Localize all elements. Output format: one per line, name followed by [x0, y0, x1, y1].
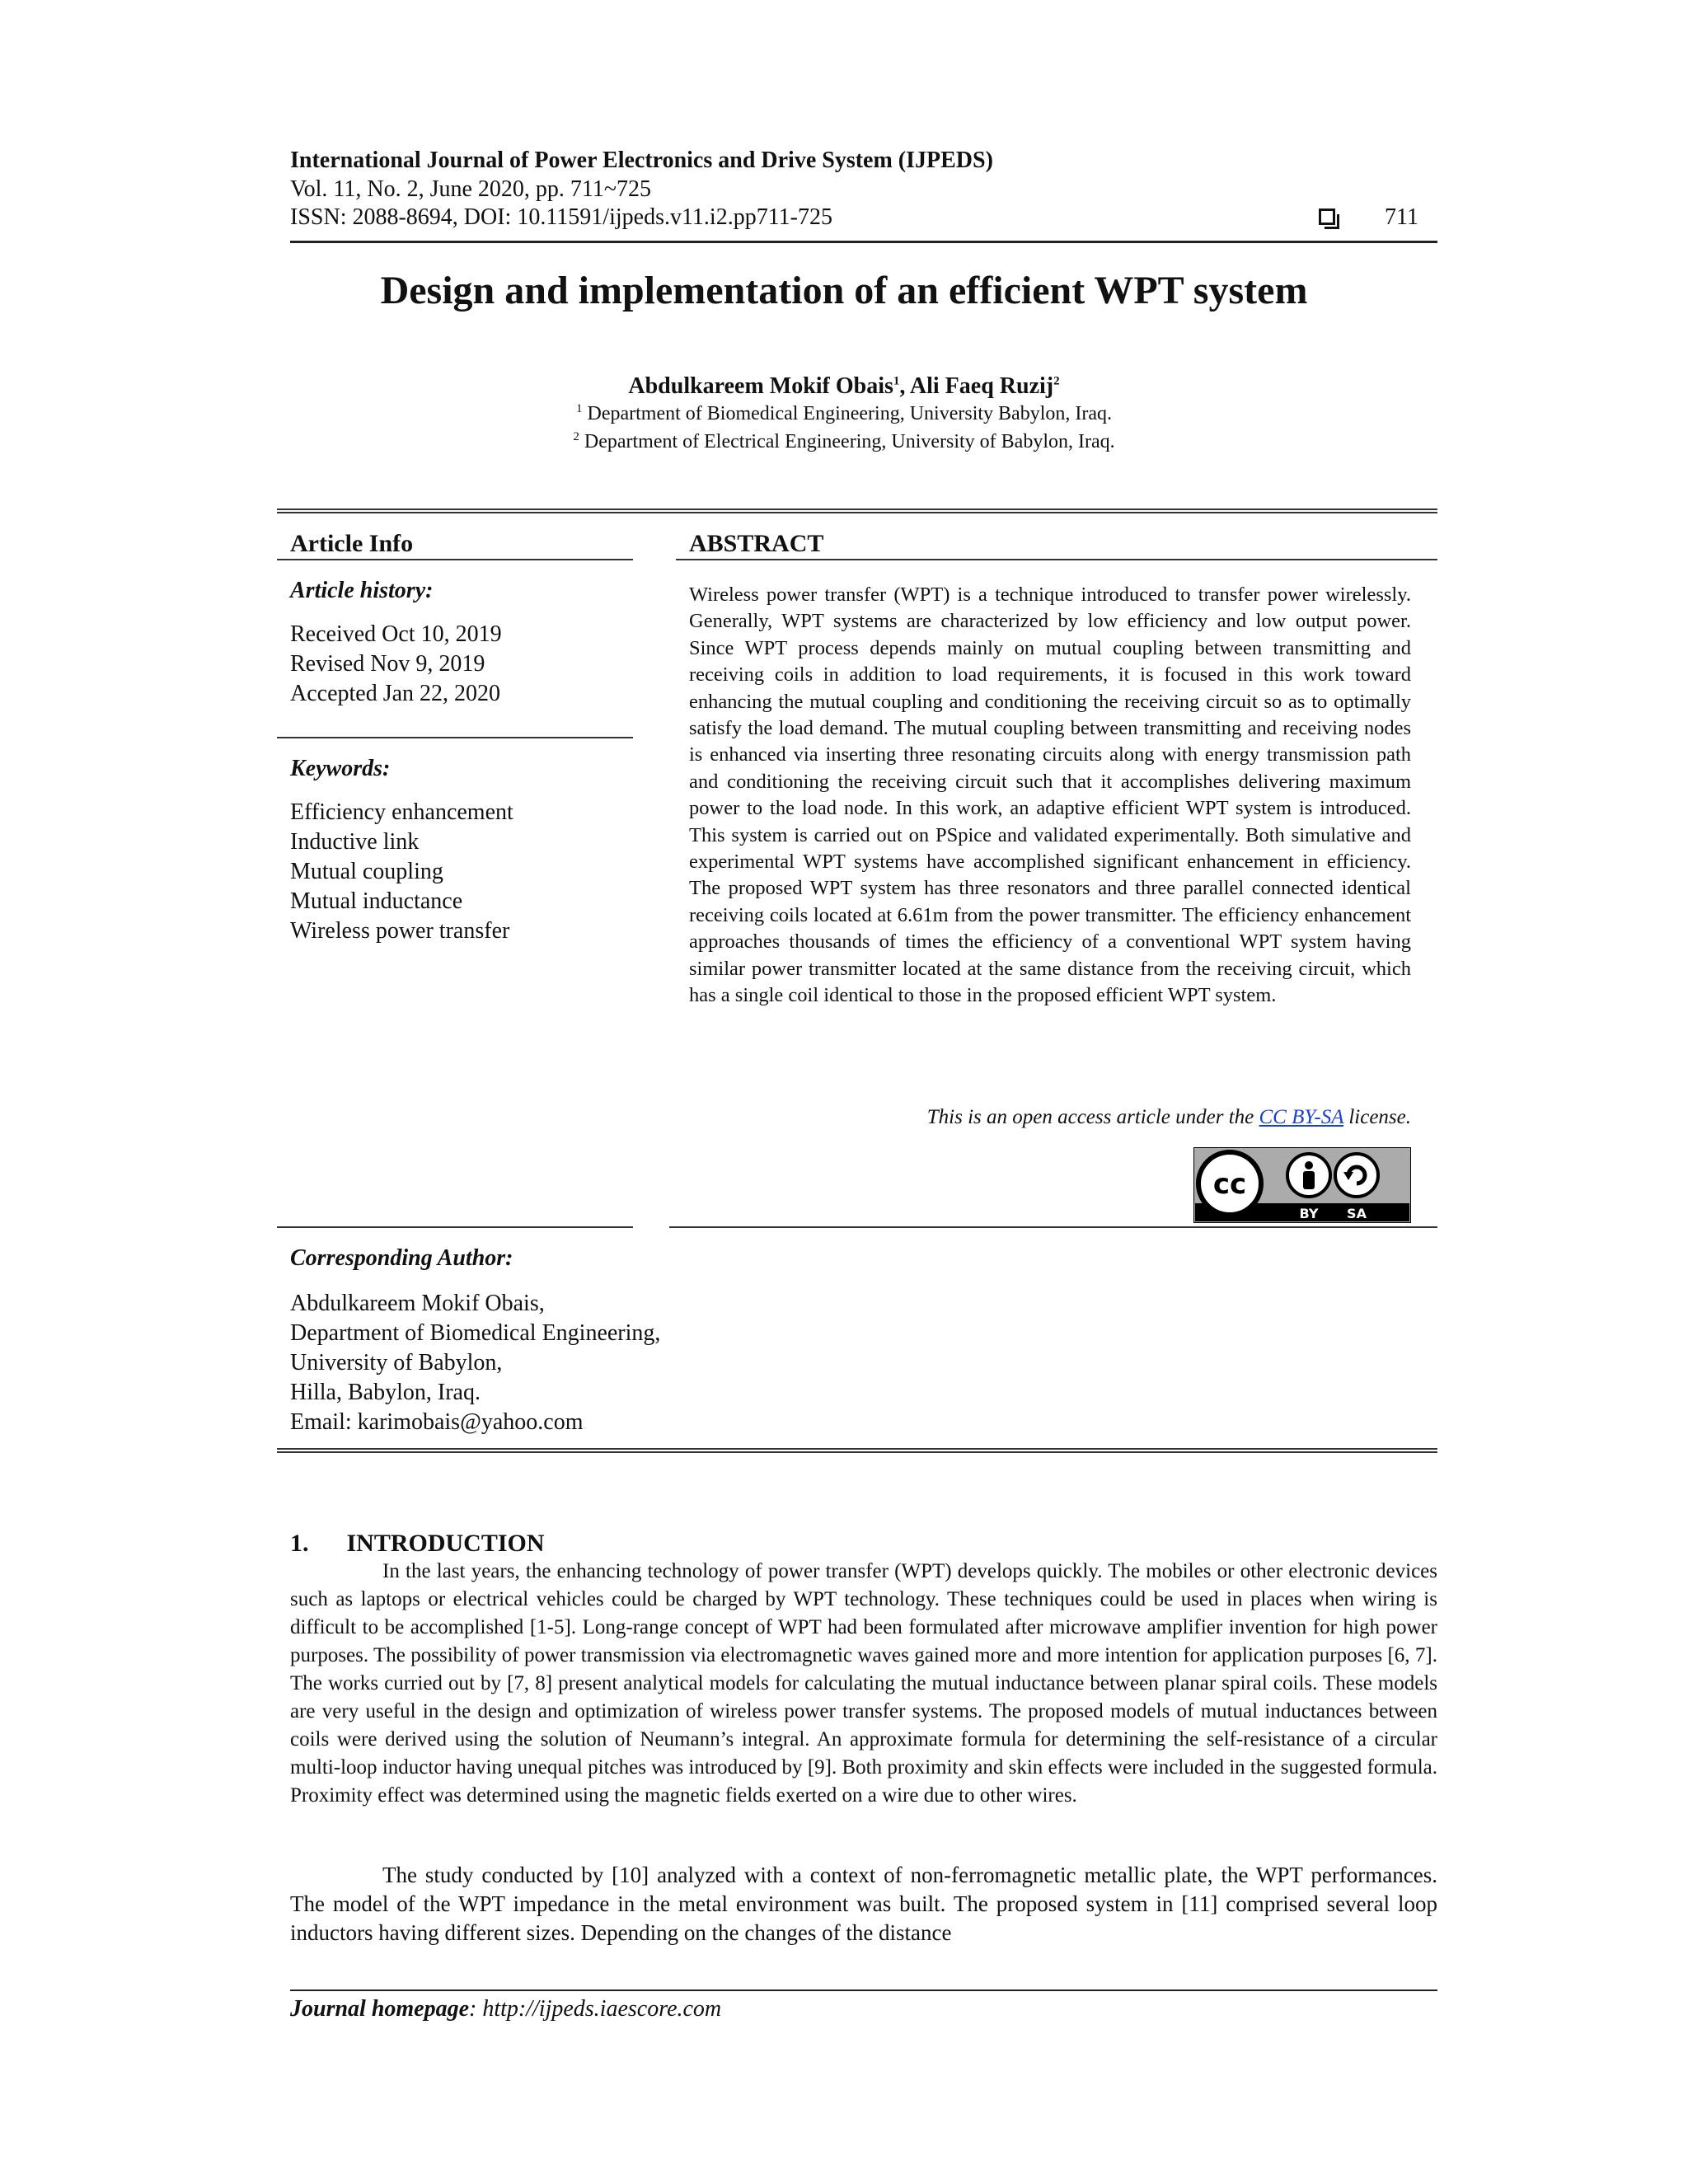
badge-sa-label: SA	[1347, 1206, 1367, 1221]
header-rule	[290, 241, 1437, 243]
svg-text:cc: cc	[1212, 1168, 1247, 1201]
affiliation-text: Department of Biomedical Engineering, University Babylon, Iraq.	[582, 403, 1112, 424]
license-suffix: license.	[1343, 1106, 1411, 1128]
intro-paragraph: In the last years, the enhancing technology of power transfer (WPT) develops quickly. The mobiles or other electronic devices such as laptops or electrical vehicles could be charged by WPT technology. These techniques could be used in places when wiring is difficult to be accomplished [1-5]. Long-range concept of WPT had been formulated after microwave amplifier invention for high power purposes. The possibility of power transmission via electromagnetic waves gained more and more intention for application purposes [6, 7]. The works curried out by [7, 8] present analytical models for calculating the mutual inductance between planar spiral coils. These models are very useful in the design and optimization of wireless power transfer systems. The proposed models of mutual inductances between coils were derived using the solution of Neumann’s integral. An approximate formula for determining the self-resistance of a circular multi-loop inductor having unequal pitches was introduced by [9]. Both proximity and skin effects were included in the suggested formula. Proximity effect was determined using the magnetic fields exerted on a wire due to other wires.	[290, 1560, 1437, 1807]
info-box-top-rule	[277, 509, 1437, 513]
footer-label: Journal homepage	[290, 1996, 470, 2022]
author-affiliation-mark: 2	[1053, 374, 1060, 388]
square-icon	[1319, 209, 1335, 225]
abstract-rule	[676, 559, 1437, 560]
keyword: Efficiency enhancement	[290, 799, 513, 825]
article-history	[290, 620, 502, 709]
badge-by-label: BY	[1299, 1206, 1319, 1221]
footer-rule	[290, 1990, 1437, 1991]
cc-icon	[1198, 1152, 1261, 1215]
keyword: Wireless power transfer	[290, 918, 510, 944]
keyword: Mutual inductance	[290, 888, 463, 914]
section-heading	[290, 1529, 545, 1558]
history-rule	[277, 737, 633, 738]
history-accepted: Accepted Jan 22, 2020	[290, 681, 501, 706]
abstract-bottom-rule	[669, 1226, 1437, 1228]
journal-homepage	[290, 1994, 721, 2024]
footer-url[interactable]: : http://ijpeds.iaescore.com	[469, 1996, 722, 2022]
affiliation-mark: 1	[576, 402, 583, 415]
keyword-list	[290, 798, 513, 946]
corresponding-university: University of Babylon,	[290, 1350, 503, 1376]
attribution-person-icon	[1287, 1154, 1330, 1197]
author-name: Abdulkareem Mokif Obais	[628, 373, 893, 399]
intro-paragraph: The study conducted by [10] analyzed with a context of non-ferromagnetic metallic plate, the WPT performances. The model of the WPT impedance in the metal environment was built. The proposed system in [11] comprised several loop inductors having different sizes. Depending on the changes of the distance	[290, 1863, 1437, 1945]
corresponding-author-details	[290, 1289, 660, 1437]
license-prefix: This is an open access article under the	[926, 1106, 1259, 1128]
history-revised: Revised Nov 9, 2019	[290, 651, 485, 677]
abstract-heading: ABSTRACT	[689, 530, 824, 557]
author-name: Ali Faeq Ruzij	[909, 373, 1054, 399]
paper-title: Design and implementation of an efficient WPT system	[380, 269, 1308, 312]
info-box-bottom-rule	[277, 1448, 1437, 1453]
author-list	[0, 373, 1688, 401]
history-received: Received Oct 10, 2019	[290, 621, 502, 647]
page-number: 711	[1385, 204, 1418, 230]
corresponding-location: Hilla, Babylon, Iraq.	[290, 1380, 481, 1405]
article-info-heading: Article Info	[290, 530, 414, 557]
license-statement	[689, 1104, 1411, 1131]
cc-by-sa-badge[interactable]	[1193, 1147, 1411, 1223]
section-number: 1.	[290, 1530, 309, 1557]
keyword: Mutual coupling	[290, 859, 443, 884]
affiliation-text: Department of Electrical Engineering, University of Babylon, Iraq.	[579, 431, 1115, 452]
affiliation	[0, 429, 1688, 455]
keyword: Inductive link	[290, 829, 420, 855]
affiliation	[0, 401, 1688, 427]
corresponding-email: Email: karimobais@yahoo.com	[290, 1409, 584, 1435]
article-info-rule	[277, 559, 633, 560]
volume-info: Vol. 11, No. 2, June 2020, pp. 711~725	[290, 176, 652, 202]
section-title: INTRODUCTION	[346, 1530, 545, 1557]
share-alike-icon	[1335, 1154, 1378, 1197]
corresponding-author-heading: Corresponding Author:	[290, 1245, 513, 1271]
info-bottom-rule	[277, 1226, 633, 1228]
keywords-heading: Keywords:	[290, 756, 391, 781]
issn-doi: ISSN: 2088-8694, DOI: 10.11591/ijpeds.v11.i2.pp711-725	[290, 204, 832, 230]
author-affiliation-mark: 1	[893, 374, 900, 388]
journal-name: International Journal of Power Electronics and Drive System (IJPEDS)	[290, 148, 993, 173]
author-separator: ,	[899, 373, 910, 399]
article-history-heading: Article history:	[290, 578, 434, 603]
corresponding-name: Abdulkareem Mokif Obais,	[290, 1291, 545, 1316]
corresponding-dept: Department of Biomedical Engineering,	[290, 1320, 661, 1346]
license-link[interactable]: CC BY-SA	[1259, 1106, 1344, 1128]
abstract-text: Wireless power transfer (WPT) is a technique introduced to transfer power wirelessly. Generally, WPT systems are characterized by low efficiency and low output power. Since WPT process depends mainly on mutual coupling between transmitting and receiving coils in addition to load requirements, it is focused in this work toward enhancing the mutual coupling and conditioning the receiving circuit so as to optimally satisfy the load demand. The mutual coupling between transmitting and receiving nodes is enhanced via inserting three resonating circuits along with energy transmission path and conditioning the receiving circuit such that it accomplishes delivering maximum power to the load node. In this work, an adaptive efficient WPT system is introduced. This system is carried out on PSpice and validated experimentally. Both simulative and experimental WPT systems have accomplished significant enhancement in efficiency. The proposed WPT system has three resonators and three parallel connected identical receiving coils located at 6.61m from the power transmitter. The efficiency enhancement approaches thousands of times the efficiency of a conventional WPT system having similar power transmitter located at the same distance from the receiving circuit, which has a single coil identical to those in the proposed efficient WPT system.	[689, 583, 1411, 1007]
affiliation-mark: 2	[573, 430, 579, 443]
